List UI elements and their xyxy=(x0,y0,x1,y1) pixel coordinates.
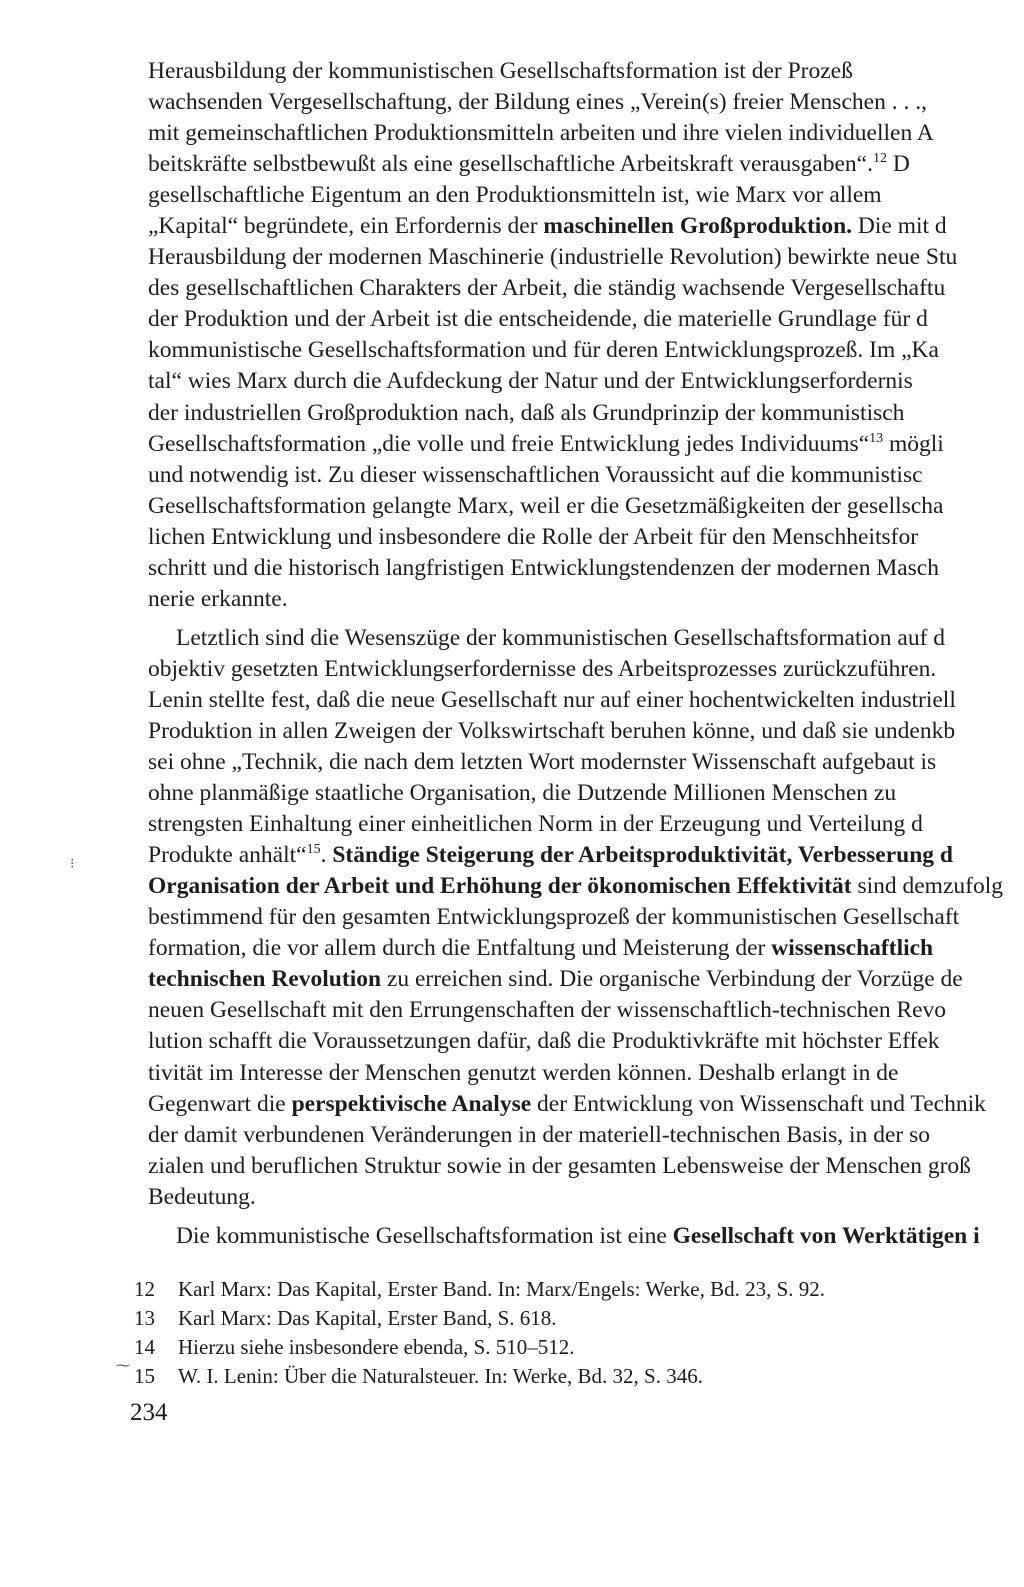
text-line xyxy=(148,398,1020,429)
text-run: kommunistische Gesellschaftsformation und für deren Entwicklungsprozeß. Im „Ka xyxy=(148,337,939,364)
text-line xyxy=(148,273,1020,304)
text-line xyxy=(148,1058,1020,1089)
text-run: sind demzufolg xyxy=(851,873,1003,900)
bold-emphasis: wissenschaftlich xyxy=(771,935,934,962)
text-run: „Kapital“ begründete, ein Erfordernis der xyxy=(148,213,544,240)
scan-speck-mark: ⁓ xyxy=(116,1359,130,1374)
footnote-reference: 12 xyxy=(872,151,887,167)
text-line xyxy=(148,335,1020,366)
paragraph-gap xyxy=(148,1213,1024,1221)
footnote-number: 13 xyxy=(134,1306,155,1330)
footnote-reference: 13 xyxy=(869,430,884,446)
text-run: nerie erkannte. xyxy=(148,585,288,612)
footnote-text: Hierzu siehe insbesondere ebenda, S. 510–512. xyxy=(178,1335,575,1359)
text-line xyxy=(148,211,1020,242)
bold-emphasis: Gesellschaft von Werktätigen i xyxy=(672,1222,980,1249)
page-number: 234 xyxy=(130,1399,168,1426)
text-run: Letztlich sind die Wesenszüge der kommunistischen Gesellschaftsformation auf d xyxy=(176,624,946,651)
footnote-text: W. I. Lenin: Über die Naturalsteuer. In: Werke, Bd. 32, S. 346. xyxy=(178,1364,703,1388)
text-line xyxy=(148,964,1020,995)
text-line xyxy=(148,871,1020,902)
text-run: lichen Entwicklung und insbesondere die Rolle der Arbeit für den Menschheitsfor xyxy=(148,523,919,550)
paragraph-gap xyxy=(148,615,1024,623)
text-line xyxy=(148,654,1020,685)
text-line xyxy=(148,902,1020,933)
text-line xyxy=(148,623,1020,654)
footnote xyxy=(134,1304,1014,1333)
text-run: Gegenwart die xyxy=(148,1090,292,1117)
bold-emphasis: technischen Revolution xyxy=(148,966,382,993)
text-line xyxy=(148,149,1020,180)
footnotes xyxy=(134,1275,1014,1391)
text-run: zu erreichen sind. Die organische Verbindung der Vorzüge de xyxy=(381,966,963,993)
footnote-text: Karl Marx: Das Kapital, Erster Band, S. 618. xyxy=(178,1306,557,1330)
footnote-number: 15 xyxy=(134,1364,155,1388)
text-line xyxy=(148,522,1020,553)
text-line xyxy=(148,87,1020,118)
text-run: des gesellschaftlichen Charakters der Arbeit, die ständig wachsende Vergesellschaftu xyxy=(148,275,946,302)
text-line xyxy=(148,553,1020,584)
text-line xyxy=(148,118,1020,149)
text-line xyxy=(148,1221,1020,1252)
text-run: wachsenden Vergesellschaftung, der Bildung eines „Verein(s) freier Menschen . . ., xyxy=(148,89,927,116)
text-run: Lenin stellte fest, daß die neue Gesellschaft nur auf einer hochentwickelten industriell xyxy=(148,686,956,713)
text-line xyxy=(148,747,1020,778)
text-run: mögli xyxy=(883,430,944,457)
text-line xyxy=(148,716,1020,747)
text-line xyxy=(148,778,1020,809)
text-line xyxy=(148,995,1020,1026)
footnote xyxy=(134,1333,1014,1362)
text-run: bestimmend für den gesamten Entwicklungsprozeß der kommunistischen Gesellschaft xyxy=(148,904,960,931)
text-run: Herausbildung der kommunistischen Gesellschaftsformation ist der Prozeß xyxy=(148,58,853,84)
bold-emphasis: maschinellen Großproduktion. xyxy=(543,213,853,240)
text-run: Produkte anhält“ xyxy=(148,842,307,869)
text-run: gesellschaftliche Eigentum an den Produktionsmitteln ist, wie Marx vor allem xyxy=(148,182,882,209)
text-line xyxy=(148,304,1020,335)
text-run: Gesellschaftsformation „die volle und freie Entwicklung jedes Individuums“ xyxy=(148,430,870,457)
text-line xyxy=(148,809,1020,840)
text-line xyxy=(148,1151,1020,1182)
footnote xyxy=(134,1275,1014,1304)
text-line xyxy=(148,1089,1020,1120)
text-run: Die kommunistische Gesellschaftsformation ist eine xyxy=(176,1222,673,1249)
text-run: der Entwicklung von Wissenschaft und Technik xyxy=(531,1090,986,1117)
text-line xyxy=(148,491,1020,522)
scan-speck-mark: ⁝ xyxy=(70,857,75,872)
text-line xyxy=(148,685,1020,716)
text-run: neuen Gesellschaft mit den Errungenschaften der wissenschaftlich-technischen Revo xyxy=(148,997,947,1024)
text-run: lution schafft die Voraussetzungen dafür, daß die Produktivkräfte mit höchster Effek xyxy=(148,1028,940,1055)
text-run: und notwendig ist. Zu dieser wissenschaftlichen Voraussicht auf die kommunistisc xyxy=(148,461,923,488)
text-run: der damit verbundenen Veränderungen in der materiell-technischen Basis, in der so xyxy=(148,1121,930,1148)
text-run: sei ohne „Technik, die nach dem letzten Wort modernster Wissenschaft aufgebaut is xyxy=(148,749,937,776)
text-run: der industriellen Großproduktion nach, daß als Grundprinzip der kommunistisch xyxy=(148,399,905,426)
main-text xyxy=(148,56,1024,1252)
text-line xyxy=(148,584,1020,615)
text-run: D xyxy=(886,151,910,178)
bold-emphasis: Organisation der Arbeit und Erhöhung der ökonomischen Effektivität xyxy=(148,873,852,900)
footnote xyxy=(134,1362,1014,1391)
text-line xyxy=(148,429,1020,460)
text-run: Herausbildung der modernen Maschinerie (industrielle Revolution) bewirkte neue Stu xyxy=(148,244,958,271)
text-run: Die mit d xyxy=(852,213,947,240)
footnote-number: 14 xyxy=(134,1335,155,1359)
text-line xyxy=(148,1026,1020,1057)
text-run: beitskräfte selbstbewußt als eine gesellschaftliche Arbeitskraft verausgaben“. xyxy=(148,151,873,178)
text-run: formation, die vor allem durch die Entfaltung und Meisterung der xyxy=(148,935,772,962)
text-run: tivität im Interesse der Menschen genutzt werden können. Deshalb erlangt in de xyxy=(148,1059,899,1086)
text-run: Gesellschaftsformation gelangte Marx, weil er die Gesetzmäßigkeiten der gesellscha xyxy=(148,492,944,519)
footnote-number: 12 xyxy=(134,1277,155,1301)
bold-emphasis: perspektivische Analyse xyxy=(291,1090,532,1117)
text-run: mit gemeinschaftlichen Produktionsmitteln arbeiten und ihre vielen individuellen A xyxy=(148,120,934,147)
footnote-text: Karl Marx: Das Kapital, Erster Band. In: Marx/Engels: Werke, Bd. 23, S. 92. xyxy=(178,1277,826,1301)
text-line xyxy=(148,460,1020,491)
text-run: Produktion in allen Zweigen der Volkswirtschaft beruhen könne, und daß sie undenkb xyxy=(148,717,956,744)
text-run: . xyxy=(320,842,333,869)
text-run: Bedeutung. xyxy=(148,1183,256,1210)
text-run: schritt und die historisch langfristigen Entwicklungstendenzen der modernen Masch xyxy=(148,554,939,581)
text-run: zialen und beruflichen Struktur sowie in der gesamten Lebensweise der Menschen groß xyxy=(148,1152,971,1179)
text-run: strengsten Einhaltung einer einheitlichen Norm in der Erzeugung und Verteilung d xyxy=(148,811,923,838)
text-run: ohne planmäßige staatliche Organisation, die Dutzende Millionen Menschen zu xyxy=(148,780,897,807)
text-line xyxy=(148,242,1020,273)
text-line xyxy=(148,933,1020,964)
text-run: objektiv gesetzten Entwicklungserfordernisse des Arbeitsprozesses zurückzuführen. xyxy=(148,655,937,682)
footnote-reference: 15 xyxy=(306,842,321,858)
text-line xyxy=(148,366,1020,397)
text-line xyxy=(148,180,1020,211)
text-run: der Produktion und der Arbeit ist die entscheidende, die materielle Grundlage für d xyxy=(148,306,928,333)
text-line xyxy=(148,1120,1020,1151)
text-line xyxy=(148,56,1020,87)
text-line xyxy=(148,840,1020,871)
text-line xyxy=(148,1182,1020,1213)
text-run: tal“ wies Marx durch die Aufdeckung der Natur und der Entwicklungserfordernis xyxy=(148,368,913,395)
bold-emphasis: Ständige Steigerung der Arbeitsproduktivität, Verbesserung d xyxy=(332,842,953,869)
